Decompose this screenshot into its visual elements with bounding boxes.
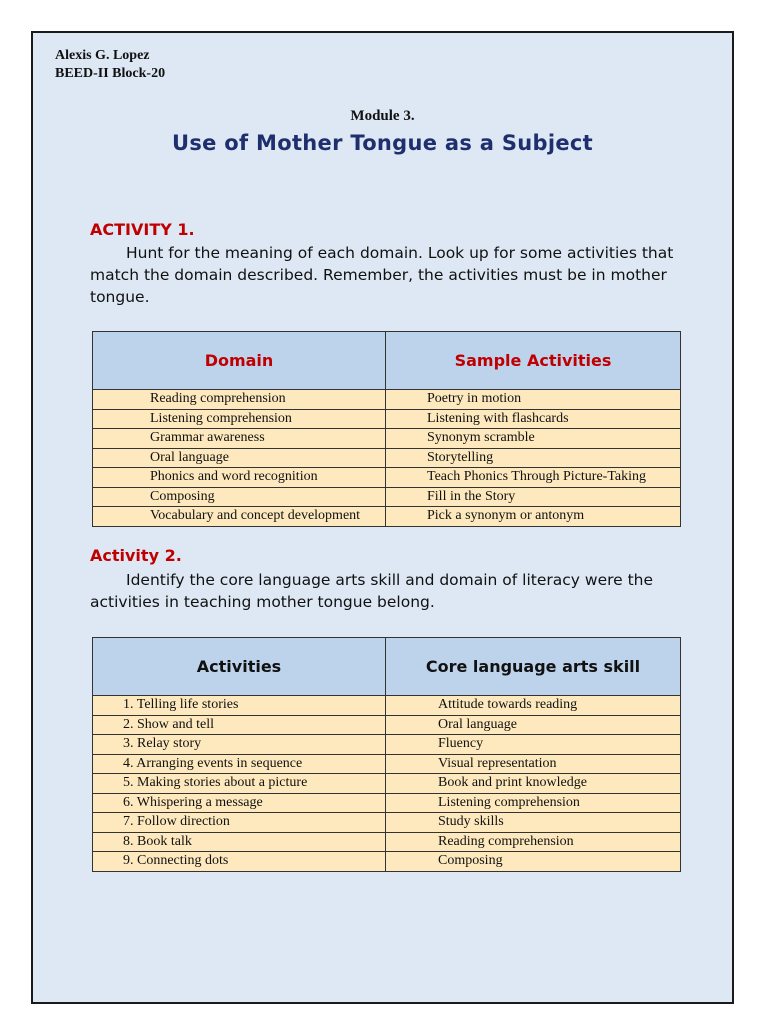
table-row — [93, 813, 681, 833]
activity-cell: Fill in the Story — [386, 487, 681, 507]
skill-cell: Fluency — [386, 735, 681, 755]
domain-cell: Oral language — [93, 448, 386, 468]
column-header-domain: Domain — [93, 332, 386, 390]
table-row — [93, 390, 681, 410]
author-name: Alexis G. Lopez — [55, 48, 150, 63]
table-row — [93, 487, 681, 507]
skill-cell: Visual representation — [386, 754, 681, 774]
table-row — [93, 735, 681, 755]
activity-cell: 7. Follow direction — [93, 813, 386, 833]
column-header-sample-activities: Sample Activities — [386, 332, 681, 390]
activity-cell: 8. Book talk — [93, 832, 386, 852]
column-header-activities: Activities — [93, 638, 386, 696]
table-row — [93, 429, 681, 449]
activity-cell: Listening with flashcards — [386, 409, 681, 429]
activity-cell: Teach Phonics Through Picture-Taking — [386, 468, 681, 488]
activity2-heading: Activity 2. — [90, 546, 182, 565]
module-label: Module 3. — [350, 108, 415, 124]
activity-cell: 2. Show and tell — [93, 715, 386, 735]
skill-cell: Listening comprehension — [386, 793, 681, 813]
table-row — [93, 754, 681, 774]
domain-cell: Composing — [93, 487, 386, 507]
domain-cell: Grammar awareness — [93, 429, 386, 449]
table-header-row — [93, 638, 681, 696]
domain-table — [92, 331, 681, 527]
page-title: Use of Mother Tongue as a Subject — [171, 131, 594, 155]
author-section: BEED-II Block-20 — [55, 66, 166, 81]
activity-cell: Poetry in motion — [386, 390, 681, 410]
domain-cell: Vocabulary and concept development — [93, 507, 386, 527]
domain-cell: Phonics and word recognition — [93, 468, 386, 488]
activity-cell: 4. Arranging events in sequence — [93, 754, 386, 774]
skills-table — [92, 637, 681, 872]
activity-cell: 1. Telling life stories — [93, 696, 386, 716]
table-row — [93, 696, 681, 716]
activity-cell: 6. Whispering a message — [93, 793, 386, 813]
activity-cell: Synonym scramble — [386, 429, 681, 449]
domain-cell: Listening comprehension — [93, 409, 386, 429]
activity-cell: Pick a synonym or antonym — [386, 507, 681, 527]
activity2-instructions: Identify the core language arts skill and domain of literacy were the activities in teaching mother tongue belong. — [90, 571, 654, 611]
activity-cell: 5. Making stories about a picture — [93, 774, 386, 794]
table-row — [93, 774, 681, 794]
table-header-row — [93, 332, 681, 390]
activity1-instructions: Hunt for the meaning of each domain. Look up for some activities that match the domain described. Remember, the activities must be in mother tongue. — [90, 244, 674, 306]
table-row — [93, 832, 681, 852]
table-row — [93, 793, 681, 813]
skill-cell: Composing — [386, 852, 681, 872]
column-header-core-skill: Core language arts skill — [386, 638, 681, 696]
activity-cell: 9. Connecting dots — [93, 852, 386, 872]
skill-cell: Study skills — [386, 813, 681, 833]
skill-cell: Book and print knowledge — [386, 774, 681, 794]
document-page — [31, 31, 734, 1004]
skill-cell: Oral language — [386, 715, 681, 735]
table-row — [93, 852, 681, 872]
table-row — [93, 409, 681, 429]
table-row — [93, 468, 681, 488]
activity1-heading: ACTIVITY 1. — [90, 220, 195, 239]
table-row — [93, 448, 681, 468]
domain-cell: Reading comprehension — [93, 390, 386, 410]
table-row — [93, 507, 681, 527]
activity-cell: 3. Relay story — [93, 735, 386, 755]
activity-cell: Storytelling — [386, 448, 681, 468]
author-block — [55, 47, 165, 83]
skill-cell: Reading comprehension — [386, 832, 681, 852]
table-row — [93, 715, 681, 735]
skill-cell: Attitude towards reading — [386, 696, 681, 716]
